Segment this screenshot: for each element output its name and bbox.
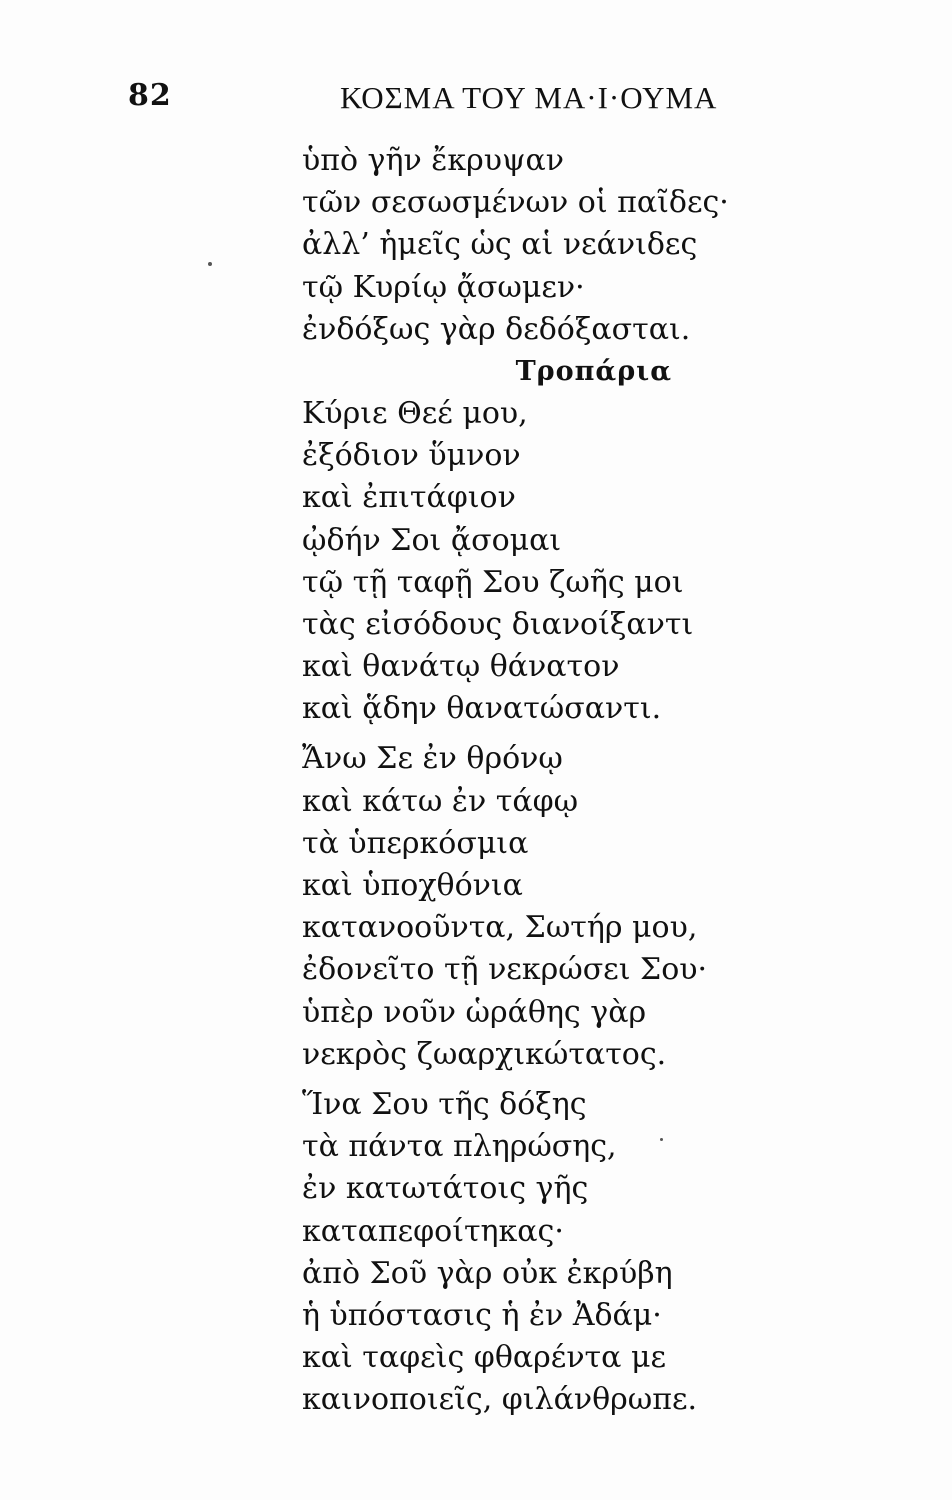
verse-line: κατανοοῦντα, Σωτήρ μου, bbox=[302, 910, 698, 946]
verse-line: Ἵνα Σου τῆς δόξης bbox=[302, 1086, 587, 1122]
page-number: 82 bbox=[128, 78, 172, 113]
verse-line: τὰ πάντα πληρώσης, bbox=[302, 1129, 617, 1165]
stanza-gap bbox=[302, 730, 702, 738]
verse-line: Ἄνω Σε ἐν θρόνῳ bbox=[302, 741, 563, 777]
section-title: Τροπάρια bbox=[515, 355, 672, 387]
stanza-2 bbox=[302, 393, 702, 731]
verse-line: τῷ Κυρίῳ ᾄσωμεν· bbox=[302, 269, 585, 305]
verse-line: καὶ κάτω ἐν τάφῳ bbox=[302, 783, 579, 819]
verse-line: καταπεφοίτηκας· bbox=[302, 1213, 564, 1249]
verse-line: Κύριε Θεέ μου, bbox=[302, 395, 528, 431]
verse-line: καὶ ἐπιτάφιον bbox=[302, 480, 516, 516]
verse-line: καὶ θανάτῳ θάνατον bbox=[302, 649, 620, 685]
print-speck bbox=[208, 262, 212, 266]
verse-line: καὶ ταφεὶς φθαρέντα με bbox=[302, 1340, 666, 1376]
stanza-gap bbox=[302, 1076, 702, 1084]
verse-line: τὰς εἰσόδους διανοίξαντι bbox=[302, 606, 694, 642]
verse-line: τῷ τῇ ταφῇ Σου ζωῆς μοι bbox=[302, 564, 684, 600]
stanza-3 bbox=[302, 738, 708, 1076]
verse-line: ἀλλ’ ἡμεῖς ὡς αἱ νεάνιδες bbox=[302, 227, 698, 263]
verse-line: ἀπὸ Σοῦ γὰρ οὐκ ἐκρύβη bbox=[302, 1255, 673, 1291]
verse-line: καὶ ᾅδην θανατώσαντι. bbox=[302, 691, 662, 727]
verse-line: ὑπὸ γῆν ἔκρυψαν bbox=[302, 143, 564, 178]
verse-line: τῶν σεσωσμένων οἱ παῖδες· bbox=[302, 185, 729, 221]
verse-line: ἐνδόξως γὰρ δεδόξασται. bbox=[302, 311, 691, 347]
running-head: ΚΟΣΜΑ ΤΟΥ ΜΑ·Ι·ΟΥΜΑ bbox=[340, 80, 718, 115]
verse-line: ἐξόδιον ὕμνον bbox=[302, 438, 521, 474]
verse-line: ἡ ὑπόστασις ἡ ἐν Ἀδάμ· bbox=[302, 1297, 662, 1333]
verse-line: τὰ ὑπερκόσμια bbox=[302, 825, 529, 861]
verse-line: ἐν κατωτάτοις γῆς bbox=[302, 1171, 589, 1207]
stanza-1 bbox=[302, 140, 729, 351]
stanza-4 bbox=[302, 1084, 702, 1422]
verse-line: ὑπὲρ νοῦν ὡράθης γὰρ bbox=[302, 994, 647, 1030]
verse-line: καινοποιεῖς, φιλάνθρωπε. bbox=[302, 1382, 698, 1418]
verse-line: ἐδονεῖτο τῇ νεκρώσει Σου· bbox=[302, 952, 708, 988]
verse-line: καὶ ὑποχθόνια bbox=[302, 868, 523, 903]
hymn-text bbox=[302, 140, 729, 1421]
verse-line: ᾠδήν Σοι ᾄσομαι bbox=[302, 522, 562, 558]
verse-line: νεκρὸς ζωαρχικώτατος. bbox=[302, 1036, 667, 1072]
